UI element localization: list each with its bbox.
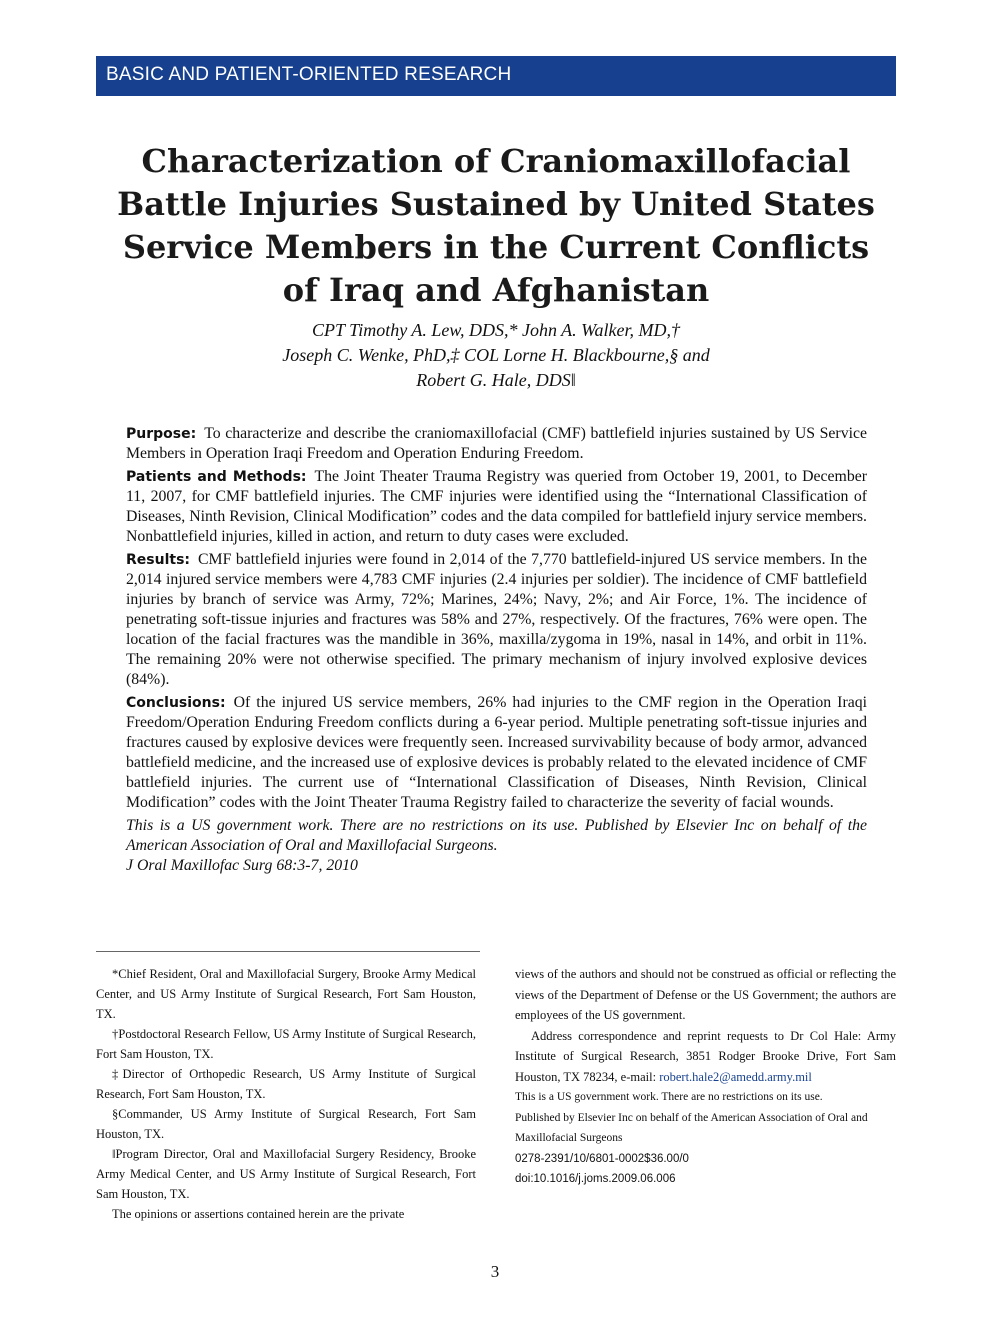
- copyright-notice: This is a US government work. There are no restrictions on its use.: [515, 1091, 823, 1103]
- abstract-purpose: [126, 424, 867, 464]
- abstract-results: [126, 550, 867, 690]
- affiliation-footnote: †Postdoctoral Research Fellow, US Army Institute of Surgical Research, Fort Sam Houston, TX.: [96, 1027, 476, 1061]
- conclusions-label: Conclusions:: [126, 695, 226, 711]
- abstract: [126, 424, 867, 876]
- article-title: [96, 140, 896, 312]
- author-line: Joseph C. Wenke, PhD,‡ COL Lorne H. Blackbourne,§ and: [282, 345, 710, 365]
- title-line: Characterization of Craniomaxillofacial: [141, 142, 851, 180]
- affiliation-footnote: ‖Program Director, Oral and Maxillofacial Surgery Residency, Brooke Army Medical Center, and US Army Institute of Surgical Research, Fort Sam Houston, TX.: [96, 1147, 476, 1201]
- results-label: Results:: [126, 552, 190, 568]
- author-list: [96, 318, 896, 393]
- purpose-text: To characterize and describe the craniomaxillofacial (CMF) battlefield injuries sustained by US Service Members in Operation Iraqi Freedom and Operation Enduring Freedom.: [126, 425, 867, 462]
- abstract-methods: [126, 467, 867, 547]
- footnotes-left-column: [96, 964, 476, 1224]
- title-line: Service Members in the Current Conflicts: [122, 228, 870, 266]
- email-link[interactable]: robert.hale2@amedd.army.mil: [659, 1069, 812, 1084]
- methods-text: The Joint Theater Trauma Registry was queried from October 19, 2001, to December 11, 2007, for CMF battlefield injuries. The CMF injuries were identified using the “International Classification of Diseases, Ninth Revision, Clinical Modification” codes and the data compiled for battlefield injury service members. Nonbattlefield injuries, killed in action, and return to duty cases were excluded.: [126, 468, 867, 545]
- government-notice: This is a US government work. There are no restrictions on its use. Published by Elsevier Inc on behalf of the American Association of Oral and Maxillofacial Surgeons.: [126, 817, 867, 854]
- conclusions-text: Of the injured US service members, 26% had injuries to the CMF region in the Operation Iraqi Freedom/Operation Enduring Freedom conflicts during a 6-year period. Multiple penetrating soft-tissue injuries and fractures caused by explosive devices were frequently seen. Increased survivability because of body armor, advanced battlefield medicine, and the increased use of explosive devices is probably related to the elevated incidence of CMF battlefield injuries. The current use of “International Classification of Diseases, Ninth Revision, Clinical Modification” codes with the Joint Theater Trauma Registry failed to characterize the severity of facial wounds.: [126, 694, 867, 811]
- author-line: CPT Timothy A. Lew, DDS,* John A. Walker, MD,†: [311, 320, 680, 340]
- abstract-conclusions: [126, 693, 867, 813]
- results-text: CMF battlefield injuries were found in 2,014 of the 7,770 battlefield-injured US service members. In the 2,014 injured service members were 4,783 CMF injuries (2.4 injuries per soldier). The incidence of CMF battlefield injuries by branch of service was Army, 72%; Marines, 24%; Navy, 2%; and Air Force, 1%. The incidence of penetrating soft-tissue injuries and fractures was 58% and 27%, respectively. Of the fractures, 76% were open. The location of the facial fractures was the mandible in 36%, maxilla/zygoma in 19%, nasal in 14%, and orbit in 11%. The remaining 20% were not otherwise specified. The primary mechanism of injury involved explosive devices (84%).: [126, 551, 867, 688]
- journal-citation: J Oral Maxillofac Surg 68:3-7, 2010: [126, 857, 358, 874]
- issn-line: 0278-2391/10/6801-0002$36.00/0: [515, 1152, 689, 1165]
- section-label: BASIC AND PATIENT-ORIENTED RESEARCH: [106, 64, 512, 85]
- affiliation-footnote: §Commander, US Army Institute of Surgical Research, Fort Sam Houston, TX.: [96, 1107, 476, 1141]
- disclaimer-footnote: The opinions or assertions contained herein are the private: [112, 1207, 405, 1221]
- publisher-notice: Published by Elsevier Inc on behalf of the American Association of Oral and Maxillofacial Surgeons: [515, 1111, 868, 1144]
- title-line: Battle Injuries Sustained by United States: [117, 185, 875, 223]
- purpose-label: Purpose:: [126, 426, 197, 442]
- methods-label: Patients and Methods:: [126, 469, 307, 485]
- correspondence-address: [515, 1026, 896, 1088]
- page-number: 3: [490, 1262, 500, 1281]
- title-line: of Iraq and Afghanistan: [282, 271, 710, 309]
- section-banner: [96, 56, 896, 96]
- affiliation-footnote: ‡Director of Orthopedic Research, US Army Institute of Surgical Research, Fort Sam Houston, TX.: [96, 1067, 476, 1101]
- footnote-divider: [96, 951, 480, 952]
- affiliation-footnote: *Chief Resident, Oral and Maxillofacial Surgery, Brooke Army Medical Center, and US Army Institute of Surgical Research, Fort Sam Houston, TX.: [96, 967, 476, 1021]
- address-text: Address correspondence and reprint requests to Dr Col Hale: Army Institute of Surgical Research, 3851 Rodger Brooke Drive, Fort Sam Houston, TX 78234, e-mail:: [515, 1028, 896, 1084]
- doi-line: doi:10.1016/j.joms.2009.06.006: [515, 1173, 676, 1185]
- disclaimer-continuation: views of the authors and should not be construed as official or reflecting the views of the Department of Defense or the US Government; the authors are employees of the US government.: [515, 967, 896, 1022]
- author-line: Robert G. Hale, DDS‖: [416, 370, 576, 390]
- footnotes-right-column: [515, 964, 896, 1190]
